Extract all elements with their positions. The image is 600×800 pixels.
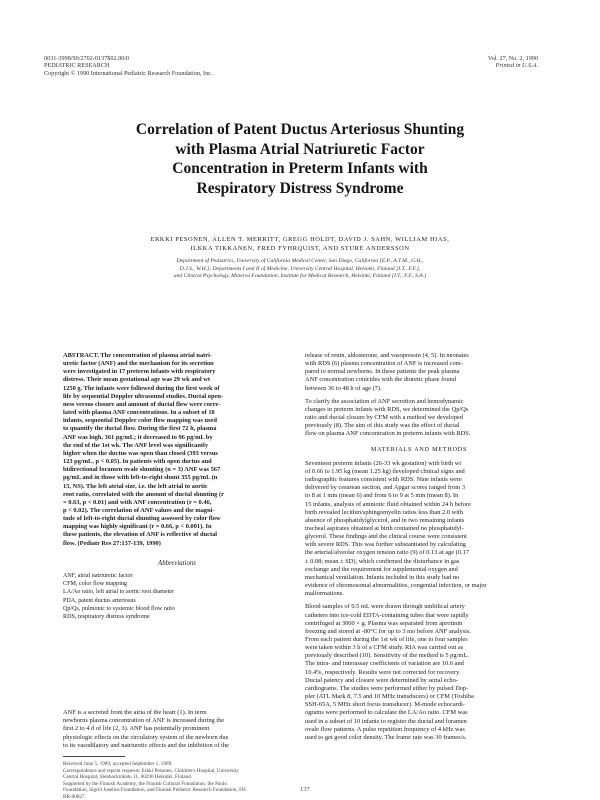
body-line: Ductal patency and closure were determined by serial echo- <box>305 676 458 684</box>
abstract-line: lated with plasma ANF concentrations. In a subset of 10 <box>63 409 215 417</box>
body-line: first 2 to 4 d of life (2, 3). ANF has potentially prominent <box>63 725 210 733</box>
abstract-line: = 0.63, p < 0.01) and with ANF concentration (r = 0.46, <box>63 498 212 506</box>
left-column <box>63 352 291 800</box>
abstract-line: infants, sequential Doppler color flow mapping was used <box>63 417 217 425</box>
volume-line: Vol. 27, No. 2, 1990 <box>487 55 538 62</box>
abstract-line: uretic factor (ANF) and the mechanism for its secretion <box>63 360 214 368</box>
body-line: absence of phosphatidylglycerol, and in two remaining infants <box>305 516 465 524</box>
footnote-line: RR-00827. <box>63 793 86 800</box>
body-line: evidence of chromosomal abnormalities, congenital infection, or major <box>305 582 487 590</box>
body-line: with severe RDS. This was further substantiated by calculating <box>305 541 466 549</box>
body-line: glycerol. These findings and the clinical course were consistent <box>305 533 467 541</box>
body-line: used to get good color density. The frame rate was 30 frames/s. <box>305 733 467 741</box>
body-line: ANF concentration coincides with the diuretic phase found <box>305 376 457 384</box>
body-line: pared to normal newborns. In these patients the peak plasma <box>305 368 460 376</box>
body-line: between 36 to 48 h of age (7). <box>305 384 382 392</box>
body-line: release of renin, aldosterone, and vasopressin (4, 5). In neonates <box>305 352 469 359</box>
body-line: pler (ATL Mark 8, 7.5 and 10 MHz transducers) or CFM (Toshiba <box>305 693 474 701</box>
body-line: to its vasodilatory and natriuretic effects and the inhibition of the <box>63 741 229 749</box>
body-line: radiographic features consistent with RDS. Nine infants were <box>305 476 462 484</box>
body-line: physiologic effects on the circulatory system of the newborn due <box>63 733 229 741</box>
footnotes <box>63 761 291 800</box>
body-line: centrifuged at 3000 × g. Plasma was separated from aprotinin <box>305 619 463 627</box>
methods-heading: MATERIALS AND METHODS <box>370 446 468 453</box>
body-line: Blood samples of 0.5 mL were drawn through umbilical artery <box>305 603 465 611</box>
body-line: From each patient during the 1st wk of life, one to four samples <box>305 636 468 643</box>
body-line: previously described (10). Sensitivity of the method is 5 pg/mL. <box>305 652 469 660</box>
body-line: Seventeen preterm infants (26-33 wk gestation) with birth wt <box>305 459 462 467</box>
body-line: were taken within 3 h of a CFM study. RIA was carried out as <box>305 644 464 652</box>
paragraph-aim <box>305 398 533 439</box>
abstract <box>63 352 291 548</box>
author-list <box>75 236 525 253</box>
body-line: flow on plasma ANF concentration in preterm infants with RDS. <box>305 430 471 438</box>
title-line: Respiratory Distress Syndrome <box>196 179 404 197</box>
abstract-line: ANF was high, 361 pg/mL; it decreased to 96 pg/mL by <box>63 433 213 441</box>
affiliation-line: D.J.S., W.H.]; Departments I and II of Medicine, University Central Hospital, Helsinki, Finland [I.T., F.F.], <box>179 265 421 272</box>
abbreviation-item: ANF, atrial natriuretic factor <box>63 572 133 579</box>
affiliations <box>95 258 505 281</box>
volume-header <box>488 55 538 70</box>
abbreviation-item: CFM, color flow mapping <box>63 581 127 588</box>
abstract-line: flow. (Pediatr Res 27:137-139, 1990) <box>63 539 161 547</box>
abstract-line: these patients, the elevation of ANF is reflective of ductal <box>63 531 218 539</box>
body-line: used in a subset of 10 infants to register the ductal and foramen <box>305 717 467 725</box>
body-line: tracheal aspirates obtained at birth contained no phosphatidyl- <box>305 524 464 532</box>
paper-title <box>60 120 540 198</box>
abstract-line: 15, NS). The left atrial size, i.e. the left atrial to aortic <box>63 482 208 490</box>
body-line: 10.4%, respectively. Results were not corrected for recovery. <box>305 668 461 676</box>
abbreviations-list <box>63 572 291 621</box>
abstract-line: p < 0.02). The correlation of ANF values and the magni- <box>63 506 215 514</box>
abstract-line: bidirectional foramen ovale shunting (n = 3) ANF was 567 <box>63 466 221 474</box>
paragraph-samples <box>305 603 533 742</box>
paragraph-patients <box>305 460 533 599</box>
title-line: Correlation of Patent Ductus Arteriosus Shunting <box>135 121 465 138</box>
page-number: 137 <box>300 786 310 793</box>
abstract-line: 123 pg/mL, p < 0.05). In patients with open ductus and <box>63 458 212 466</box>
header-line: Copyright © 1990 International Pediatric Research Foundation, Inc. <box>44 69 213 77</box>
abbreviation-item: PDA, patent ductus arteriosus <box>63 597 136 604</box>
footnote-line: Received June 5, 1989; accepted September 1, 1989. <box>63 760 173 767</box>
right-column <box>305 352 533 742</box>
affiliation-line: and Clinical Psychology, Minerva Foundation, Institute for Medical Research, Helsinki, Finland [I.T., F.F., S.A.] <box>173 273 427 280</box>
body-line: ± 0.08; mean ± SD), which confirmed the disturbance in gas <box>305 557 460 565</box>
body-line: catheters into ice-cold EDTA-containing tubes that were rapidly <box>305 611 469 619</box>
body-line: the arterial/alveolar oxygen tension ratio (9) of 0.13 at age (0.17 <box>305 549 469 557</box>
abbreviation-item: LA/Ao ratio, left atrial to aortic root diameter <box>63 589 174 596</box>
body-line: ANF is a secreted from the atria of the heart (1). In term <box>63 709 207 717</box>
intro-paragraph <box>63 709 291 750</box>
body-line: ovale flow patterns. A pulse repetition frequency of 4 kHz was <box>305 725 465 733</box>
body-line: birth revealed lecithin/sphingomyelin ratios less than 2.0 with <box>305 508 463 516</box>
body-line: malformations. <box>305 590 344 598</box>
body-line: of 0.66 to 1.95 kg (mean 1.25 kg) developed clinical signs and <box>305 467 465 475</box>
author-line: ILKKA TIKKANEN, FRED FYHRQUIST, AND STURE ANDERSSON <box>190 244 410 252</box>
abstract-line: higher when the ductus was open than closed (393 versus <box>63 449 218 457</box>
title-line: Concentration in Preterm Infants with <box>172 160 428 177</box>
header-line: PEDIATRIC RESEARCH <box>44 62 110 70</box>
footnote-line: Supported by the Finnish Academy, the Finnish Cultural Foundation, the Paulo <box>63 780 227 787</box>
abstract-line: were investigated in 17 preterm infants with respiratory <box>63 368 216 376</box>
abstract-line: to quantify the ductal flow. During the first 72 h, plasma <box>63 425 217 433</box>
body-line: to 8 at 1 min (mean 6) and from 6 to 9 at 5 min (mean 8). In <box>305 492 459 500</box>
header-line: 0031-3998/90/2702-0137$02.00/0 <box>44 55 130 62</box>
abstract-line: tude of left-to-right ductal shunting assessed by color flow <box>63 515 221 523</box>
footnote-line: Foundation, Sigrid Juselius Foundation, and Finnish Pediatric Research Foundation, FH <box>63 787 246 794</box>
abstract-line: mapping was highly significant (r = 0.66, p < 0.001). In <box>63 523 212 531</box>
paragraph-renin <box>305 352 533 393</box>
body-line: newborns plasma concentration of ANF is increased during the <box>63 717 225 725</box>
abbreviation-item: RDS, respiratory distress syndrome <box>63 613 150 620</box>
body-line: The intra- and interassay coefficients of variation are 10.6 and <box>305 660 464 668</box>
footnote-line: Correspondence and reprint requests: Erkki Pesonen, Children's Hospital, University <box>63 767 239 774</box>
body-line: exchange and the requirement for supplemental oxygen and <box>305 565 458 573</box>
body-line: cardiograms. The studies were performed either by pulsed Dop- <box>305 684 469 692</box>
body-line: changes in preterm infants with RDS, we determined the Qp/Qs <box>305 405 469 413</box>
abstract-line: root ratio, correlated with the amount of ductal shunting (r <box>63 490 224 498</box>
body-line: with RDS (6) plasma concentration of ANF is increased com- <box>305 360 463 368</box>
printed-line: Printed in U.S.A. <box>495 62 538 70</box>
footnote-line: Central Hospital, Stenbackinkatu 11, 00290 Helsinki, Finland. <box>63 774 193 781</box>
abstract-line: life by sequential Doppler ultrasound studies. Ductal open- <box>63 392 224 400</box>
abstract-line: ABSTRACT. The concentration of plasma atrial natri- <box>63 352 213 359</box>
abstract-line: pg/mL and in those with left-to-right shunt 355 pg/mL (n <box>63 474 218 482</box>
body-line: SSH-65A, 5 MHz short focus transducer). M-mode echocardi- <box>305 701 465 709</box>
body-line: 15 infants, analysis of amniotic fluid obtained within 24 h before <box>305 500 471 508</box>
body-line: ratio and ductal closure by CFM with a method we developed <box>305 414 463 422</box>
title-line: with Plasma Atrial Natriuretic Factor <box>175 140 425 158</box>
body-line: mechanical ventilation. Infants included in this study had no <box>305 573 460 581</box>
journal-header <box>44 55 212 77</box>
body-line: delivered by cesarean section, and Apgar scores ranged from 3 <box>305 484 466 492</box>
abstract-line: ness versus closure and amount of ductal flow were corre- <box>63 400 221 408</box>
abstract-line: the end of the 1st wk. The ANF level was significantly <box>63 441 209 449</box>
abbreviation-item: Qp/Qs, pulmonic to systemic blood flow ratio <box>63 605 175 612</box>
abstract-line: distress. Their mean gestational age was 29 wk and wt <box>63 376 210 384</box>
affiliation-line: Department of Pediatrics, University of California Medical Center, San Diego, California [E.P., A.T.M., G.H., <box>176 258 424 264</box>
body-line: ograms were performed to calculate the LA/Ao ratio. CFM was <box>305 709 468 717</box>
abbreviations-heading: Abbreviations <box>158 559 196 567</box>
author-line: ERKKI PESONEN, ALLEN T. MERRITT, GREGG HOLDT, DAVID J. SAHN, WILLIAM HIAS, <box>150 236 450 243</box>
footnote-divider <box>63 756 125 757</box>
body-line: freezing and stored at -80°C for up to 3 mo before ANF analysis. <box>305 627 472 635</box>
body-line: To clarify the association of ANF secretion and hemodynamic <box>305 397 464 405</box>
abstract-line: 1250 g. The infants were followed during the first week of <box>63 384 220 392</box>
body-line: previously (8). The aim of this study was the effect of ductal <box>305 422 460 430</box>
